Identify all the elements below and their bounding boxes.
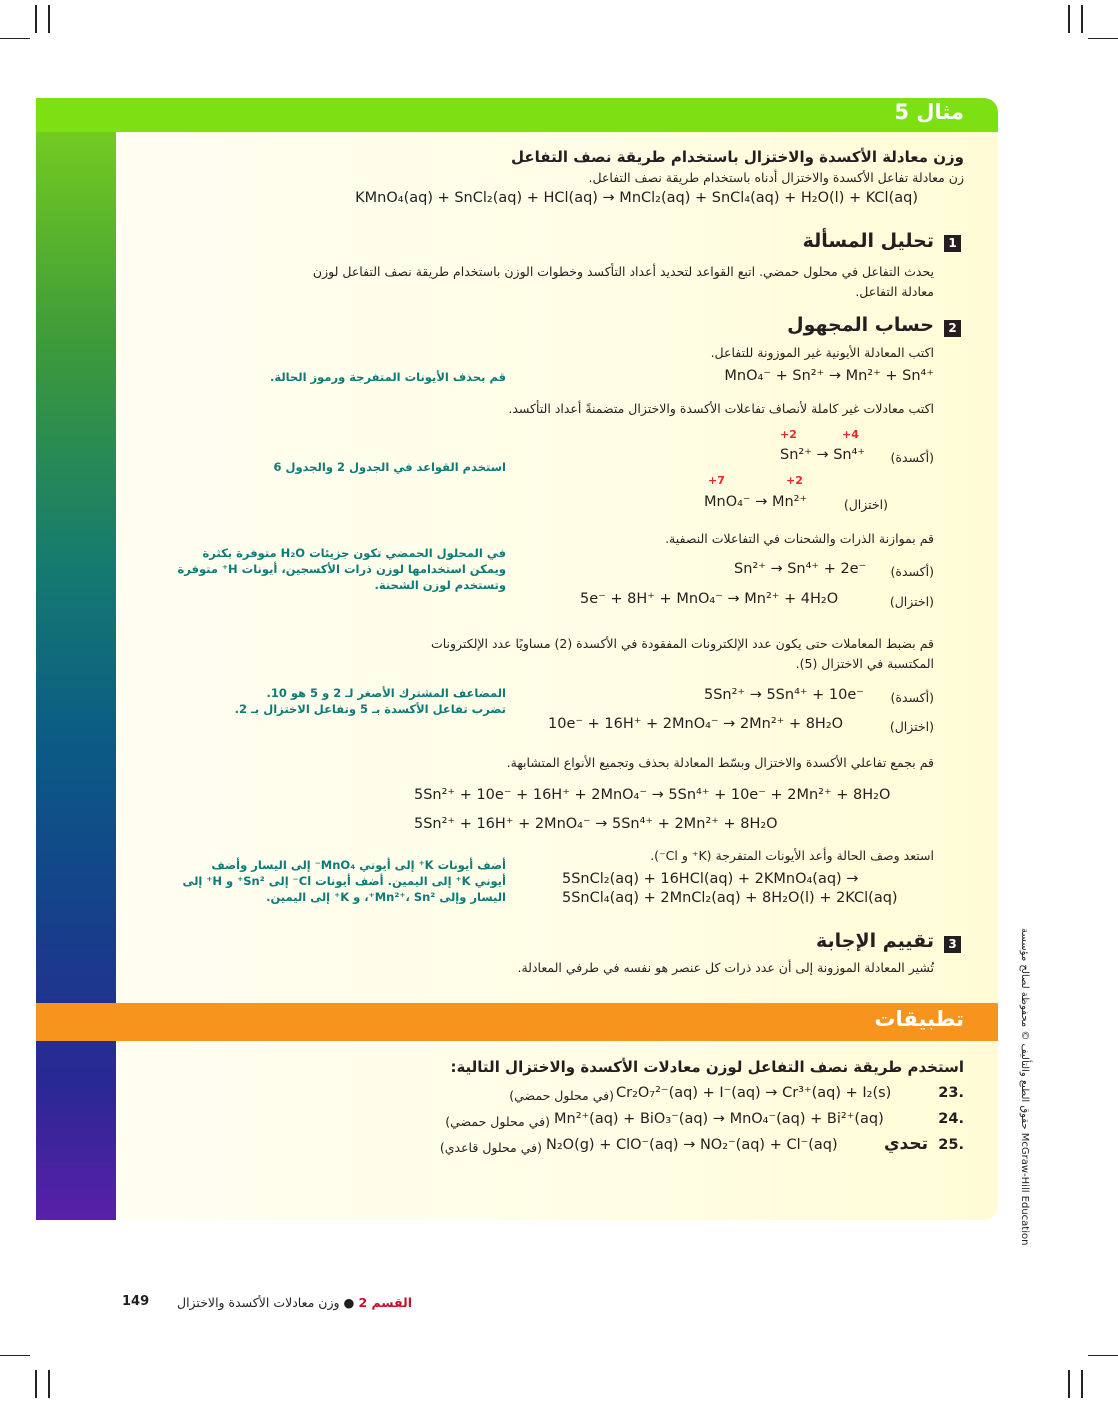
- crop-mark: [1088, 38, 1118, 39]
- oxidation-number: +7: [708, 474, 725, 487]
- oxidation-half-equation: Sn²⁺ → Sn⁴⁺: [780, 447, 866, 463]
- coef-text-2: المكتسبة في الاختزال (5).: [795, 656, 934, 671]
- oxidation-label: (أكسدة): [890, 450, 934, 465]
- problem-condition: (في محلول قاعدي): [439, 1140, 542, 1155]
- footer-section: القسم 2: [358, 1295, 412, 1310]
- simplified-equation: 5Sn²⁺ + 16H⁺ + 2MnO₄⁻ → 5Sn⁴⁺ + 2Mn²⁺ + 8H₂O: [414, 816, 778, 832]
- challenge-label: تحدي: [883, 1134, 928, 1154]
- step3-title: تقييم الإجابة: [816, 930, 934, 952]
- applications-header-bar: [36, 1003, 998, 1041]
- final-equation-line2: 5SnCl₄(aq) + 2MnCl₂(aq) + 8H₂O(l) + 2KCl(aq): [562, 890, 898, 906]
- problem-condition: (في محلول حمضي): [445, 1114, 550, 1129]
- intro-equation: KMnO₄(aq) + SnCl₂(aq) + HCl(aq) → MnCl₂(aq) + SnCl₄(aq) + H₂O(l) + KCl(aq): [355, 190, 918, 206]
- note-lcm: المضاعف المشترك الأصغر لـ 2 و 5 هو 10. تضرب تفاعل الأكسدة بـ 5 وتفاعل الاختزال بـ 2.: [234, 686, 506, 716]
- crop-mark: [1068, 1370, 1070, 1398]
- note-spectator: قم بحذف الأيونات المتفرجة ورموز الحالة.: [269, 370, 506, 384]
- crop-mark: [48, 1370, 50, 1398]
- crop-mark: [35, 5, 37, 33]
- balanced-reduction: 5e⁻ + 8H⁺ + MnO₄⁻ → Mn²⁺ + 4H₂O: [580, 591, 839, 607]
- oxidation-number: +2: [786, 474, 803, 487]
- combine-text: قم بجمع تفاعلي الأكسدة والاختزال وبسّط المعادلة بحذف وتجميع الأنواع المتشابهة.: [506, 755, 934, 770]
- footer-title: وزن معادلات الأكسدة والاختزال: [176, 1295, 340, 1310]
- multiplied-oxidation: 5Sn²⁺ → 5Sn⁴⁺ + 10e⁻: [704, 687, 864, 703]
- ionic-equation: MnO₄⁻ + Sn²⁺ → Mn²⁺ + Sn⁴⁺: [724, 368, 934, 384]
- oxidation-label: (أكسدة): [890, 690, 934, 705]
- step-number: 3: [944, 936, 961, 953]
- example-header-bar: [36, 98, 998, 132]
- note-spectator-ions: أضف أيونات K⁺ إلى أيوني MnO₄⁻ إلى اليسار وأضف أيوني K⁺ إلى اليمين. أضف أيونات Cl⁻ إلى Sn²⁺ و H⁺ إلى اليسار وإلى Mn²⁺، Sn²⁺، و K⁺ إلى اليمين.: [182, 858, 506, 904]
- ionic-text: اكتب المعادلة الأيونية غير الموزونة للتفاعل.: [710, 345, 934, 360]
- crop-mark: [0, 1355, 30, 1356]
- crop-mark: [1068, 5, 1070, 33]
- note-acidic: في المحلول الحمضي تكون جزيئات H₂O متوفرة بكثرة ويمكن استخدامها لوزن ذرات الأكسجين، أيونات H⁺ متوفرة وتستخدم لوزن الشحنة.: [177, 546, 506, 592]
- balance-text: قم بموازنة الذرات والشحنات في التفاعلات النصفية.: [665, 531, 934, 546]
- step1-title: تحليل المسألة: [802, 230, 934, 252]
- problem-condition: (في محلول حمضي): [509, 1088, 614, 1103]
- example-title: مثال 5: [894, 100, 964, 124]
- problem-number: .23: [938, 1085, 964, 1101]
- problem-equation: Cr₂O₇²⁻(aq) + I⁻(aq) → Cr³⁺(aq) + I₂(s): [616, 1085, 892, 1101]
- half-text: اكتب معادلات غير كاملة لأنصاف تفاعلات الأكسدة والاختزال متضمنةً أعداد التأكسد.: [508, 401, 934, 416]
- applications-title: تطبيقات: [874, 1007, 964, 1031]
- crop-mark: [1081, 5, 1083, 33]
- problem-number: .24: [938, 1111, 964, 1127]
- oxidation-number: +4: [842, 428, 859, 441]
- reduction-half-equation: MnO₄⁻ → Mn²⁺: [704, 494, 808, 510]
- problem-number: .25: [938, 1137, 964, 1153]
- oxidation-number: +2: [780, 428, 797, 441]
- multiplied-reduction: 10e⁻ + 16H⁺ + 2MnO₄⁻ → 2Mn²⁺ + 8H₂O: [548, 716, 844, 732]
- balanced-oxidation: Sn²⁺ → Sn⁴⁺ + 2e⁻: [734, 561, 867, 577]
- coef-text-1: قم بضبط المعاملات حتى يكون عدد الإلكترونات المفقودة في الأكسدة (2) مساويًا عدد الإلكترونات: [430, 636, 934, 651]
- copyright-vertical: حقوق الطبع والتأليف © محفوظة لصالح مؤسسة McGraw-Hill Education: [1019, 928, 1030, 1246]
- reduction-label: (اختزال): [843, 497, 888, 512]
- restore-text: استعد وصف الحالة وأعد الأيونات المتفرجة (K⁺ و Cl⁻).: [650, 848, 934, 863]
- footer-text: القسم 2 ● وزن معادلات الأكسدة والاختزال: [176, 1295, 412, 1310]
- reduction-label: (اختزال): [889, 719, 934, 734]
- crop-mark: [1081, 1370, 1083, 1398]
- step3-text: تُشير المعادلة الموزونة إلى أن عدد ذرات كل عنصر هو نفسه في طرفي المعادلة.: [517, 960, 934, 975]
- crop-mark: [1088, 1355, 1118, 1356]
- side-gradient-strip: [36, 98, 116, 1220]
- crop-mark: [48, 5, 50, 33]
- applications-heading: استخدم طريقة نصف التفاعل لوزن معادلات الأكسدة والاختزال التالية:: [450, 1058, 964, 1076]
- reduction-label: (اختزال): [889, 594, 934, 609]
- note-tables: استخدم القواعد في الجدول 2 والجدول 6: [273, 460, 506, 474]
- sum-equation: 5Sn²⁺ + 10e⁻ + 16H⁺ + 2MnO₄⁻ → 5Sn⁴⁺ + 10e⁻ + 2Mn²⁺ + 8H₂O: [414, 787, 891, 803]
- final-equation-line1: 5SnCl₂(aq) + 16HCl(aq) + 2KMnO₄(aq) →: [562, 871, 859, 887]
- intro-text: زن معادلة تفاعل الأكسدة والاختزال أدناه باستخدام طريقة نصف التفاعل.: [588, 170, 964, 185]
- step-number: 1: [944, 235, 961, 252]
- problem-equation: N₂O(g) + ClO⁻(aq) → NO₂⁻(aq) + Cl⁻(aq): [546, 1137, 838, 1153]
- problem-equation: Mn²⁺(aq) + BiO₃⁻(aq) → MnO₄⁻(aq) + Bi²⁺(aq): [554, 1111, 884, 1127]
- step1-line1: يحدث التفاعل في محلول حمضي. اتبع القواعد لتحديد أعداد التأكسد وخطوات الوزن باستخدام طريقة نصف التفاعل لوزن: [312, 264, 934, 279]
- crop-mark: [0, 38, 30, 39]
- crop-mark: [35, 1370, 37, 1398]
- oxidation-label: (أكسدة): [890, 564, 934, 579]
- page-number: 149: [122, 1294, 150, 1309]
- intro-heading: وزن معادلة الأكسدة والاختزال باستخدام طريقة نصف التفاعل: [511, 148, 964, 166]
- step2-title: حساب المجهول: [787, 314, 934, 336]
- step1-line2: معادلة التفاعل.: [855, 284, 934, 299]
- step-number: 2: [944, 320, 961, 337]
